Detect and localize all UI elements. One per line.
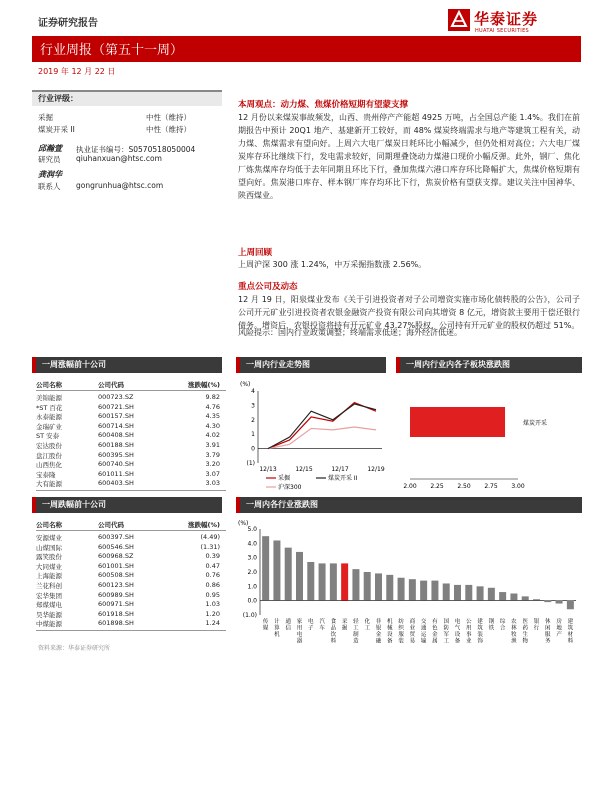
y-tick-label: 0.0 <box>247 597 257 605</box>
category-label: 农林牧渔 <box>511 619 517 645</box>
company-name: 山煤国际 <box>36 543 62 552</box>
bar <box>375 573 382 600</box>
company-name: 宏达股份 <box>36 442 62 450</box>
y-tick-label: 0 <box>251 445 255 453</box>
company-name: 大有能源 <box>36 480 62 489</box>
category-label: 商业贸易 <box>409 619 416 645</box>
table-rule <box>36 530 226 531</box>
report-title: 行业周报（第五十一周） <box>40 43 184 58</box>
company-name: 中煤能源 <box>36 620 62 629</box>
brand-name-en: HUATAI SECURITIES <box>475 28 529 34</box>
company-code: 600123.SH <box>98 581 134 589</box>
x-tick-label: 2.00 <box>403 483 417 490</box>
table-rule <box>36 490 226 491</box>
view-heading: 本周观点：动力煤、焦煤价格短期有望蒙支撑 <box>238 100 409 110</box>
category-label: 银行 <box>533 619 540 632</box>
rating-row <box>38 112 222 123</box>
rating-sector: 采掘 <box>38 113 53 122</box>
category-label: 建筑材料 <box>567 619 574 645</box>
rating-row <box>38 124 222 135</box>
x-tick-label: 12/13 <box>259 466 277 473</box>
news-heading: 重点公司及动态 <box>238 282 298 292</box>
category-label: 电子 <box>308 619 314 632</box>
change-pct: 1.20 <box>205 609 220 618</box>
category-label: 有色金属 <box>432 619 438 645</box>
bar <box>477 586 484 600</box>
category-label: 化工 <box>364 619 370 632</box>
title-bar <box>32 36 581 62</box>
company-code: 600546.SH <box>98 542 134 551</box>
subsector-chart <box>396 377 582 492</box>
industry-chart-title: 一周内各行业涨跌图 <box>246 500 318 509</box>
company-code: 600968.SZ <box>98 552 134 561</box>
company-code: 601898.SH <box>98 619 134 628</box>
bar <box>544 601 551 602</box>
category-label: 汽车 <box>319 619 325 632</box>
contact-email[interactable]: gongrunhua@htsc.com <box>76 181 164 190</box>
bar <box>488 588 495 601</box>
x-tick-label: 2.25 <box>430 483 444 490</box>
x-tick-label: 12/15 <box>295 466 313 473</box>
bar <box>273 540 280 600</box>
x-tick-label: 2.50 <box>457 483 471 490</box>
table-rule <box>36 630 226 631</box>
analyst-name: 邱瀚萱 执业证书编号：S0570518050004 <box>38 144 196 154</box>
bar <box>510 594 517 601</box>
rating-header <box>32 90 222 106</box>
company-code: 600740.SH <box>98 460 134 469</box>
brand-logo <box>448 8 578 38</box>
company-name: 宝泰隆 <box>36 470 56 479</box>
company-code: 600989.SH <box>98 590 134 599</box>
y-tick-label: 2.0 <box>247 569 257 576</box>
company-name: 永泰能源 <box>36 413 62 422</box>
category-label: 综合 <box>499 619 506 632</box>
y-tick-label: (1.0) <box>242 612 257 619</box>
change-pct: 0.95 <box>205 590 220 599</box>
contact-title: 联系人 gongrunhua@htsc.com <box>38 181 164 191</box>
y-tick-label: 3.0 <box>247 554 257 562</box>
category-label: 钢铁 <box>488 619 495 632</box>
x-tick-label: 12/19 <box>367 466 385 473</box>
company-code: 600403.SH <box>98 479 134 488</box>
gainers-header <box>32 357 222 373</box>
y-tick-label: 4 <box>251 388 255 395</box>
y-tick-label: 4.0 <box>247 540 257 548</box>
rating-value: 中性（维持） <box>146 113 191 122</box>
rating-sector: 煤炭开采 II <box>38 125 75 134</box>
review-heading: 上周回顾 <box>238 248 273 258</box>
category-label: 建筑装饰 <box>477 619 483 645</box>
category-label: 采掘 <box>341 619 348 632</box>
category-label: 家用电器 <box>296 619 303 645</box>
series-line <box>268 403 376 449</box>
category-label: 房地产 <box>556 619 562 638</box>
company-code: 600508.SH <box>98 571 134 580</box>
change-pct: 3.07 <box>205 469 220 478</box>
company-name: 昊华能源 <box>36 610 62 619</box>
change-pct: 4.30 <box>205 421 220 430</box>
trend-chart-title: 一周内行业走势图 <box>246 360 310 369</box>
company-name: 上海能源 <box>36 572 62 581</box>
category-label: 国防军工 <box>443 619 449 645</box>
y-tick-label: 3 <box>251 402 255 410</box>
bar <box>409 579 416 601</box>
category-label: 食品饮料 <box>330 619 337 645</box>
category-label: 医药生物 <box>522 619 528 645</box>
company-name: 山西焦化 <box>36 461 62 470</box>
bar <box>454 585 461 601</box>
column-header: 公司代码 <box>98 521 124 529</box>
company-code: 600397.SH <box>98 533 134 541</box>
brand-name-cn: 华泰证券 <box>474 10 539 28</box>
risk-note: 风险提示：国内行业政策调整；终端需求低迷；海外经济低迷。 <box>238 328 462 337</box>
contact-name: 龚润华 <box>38 170 62 179</box>
company-code: 601011.SH <box>98 469 134 478</box>
company-name: ST 安泰 <box>36 432 60 441</box>
x-tick-label: 12/17 <box>331 466 349 473</box>
bar <box>443 583 450 600</box>
report-date: 2019 年 12 月 22 日 <box>38 67 116 76</box>
company-code: 600971.SH <box>98 600 134 609</box>
trend-chart <box>236 377 388 492</box>
y-tick-label: 2 <box>251 416 255 424</box>
company-code: 601918.SH <box>98 609 134 618</box>
table-rule <box>36 390 226 391</box>
rating-value: 中性（维持） <box>146 125 191 134</box>
change-pct: 3.20 <box>205 460 220 469</box>
change-pct: (1.31) <box>200 542 220 551</box>
category-label: 交通运输 <box>420 619 427 645</box>
bar <box>319 563 326 600</box>
bar <box>330 563 337 600</box>
change-pct: (4.49) <box>200 533 220 541</box>
change-pct: 0.39 <box>205 552 220 561</box>
category-label: 计算机 <box>274 619 280 638</box>
analyst-title: 研究员 qiuhanxuan@htsc.com <box>38 154 162 164</box>
category-label: 电气设备 <box>454 619 461 645</box>
bar <box>420 581 427 601</box>
x-tick-label: 3.00 <box>511 483 525 490</box>
category-label: 休闲服务 <box>545 619 551 645</box>
bar <box>499 592 506 601</box>
analyst-cert: 执业证书编号：S0570518050004 <box>76 145 196 154</box>
category-label: 纺织服装 <box>398 619 404 645</box>
category-label: 煤炭开采 <box>523 420 548 427</box>
y-tick-label: 5.0 <box>247 526 257 533</box>
company-name: *ST 百花 <box>36 403 63 412</box>
legend-label: 采掘 <box>278 475 291 482</box>
bar <box>431 581 438 601</box>
bar <box>386 575 393 601</box>
y-tick-label: 1.0 <box>247 583 257 591</box>
change-pct: 0.76 <box>205 571 220 580</box>
bar <box>262 536 269 601</box>
y-axis-label: (%) <box>240 381 251 388</box>
column-header: 公司名称 <box>36 521 62 529</box>
change-pct: 4.76 <box>205 402 220 411</box>
bar <box>410 407 505 437</box>
change-pct: 3.79 <box>205 450 220 459</box>
change-pct: 3.03 <box>205 479 220 488</box>
x-tick-label: 2.75 <box>484 483 498 490</box>
bar <box>364 572 371 601</box>
bar <box>465 585 472 601</box>
company-code: 600408.SH <box>98 431 134 440</box>
company-name: 兰花科创 <box>36 582 62 590</box>
change-pct: 4.02 <box>205 431 220 440</box>
category-label: 非银金融 <box>375 619 382 645</box>
company-code: 601001.SH <box>98 561 134 570</box>
company-name: 金瑞矿业 <box>36 422 62 431</box>
category-label: 轻工制造 <box>353 619 359 645</box>
change-pct: 4.35 <box>205 412 220 421</box>
company-code: 600721.SH <box>98 402 134 411</box>
bar <box>296 552 303 601</box>
category-label: 公用事业 <box>466 619 472 645</box>
series-line <box>268 427 376 449</box>
bar <box>567 601 574 610</box>
change-pct: 0.47 <box>205 561 220 570</box>
change-pct: 1.03 <box>205 600 220 609</box>
category-label: 传媒 <box>262 619 269 632</box>
category-label: 机械设备 <box>387 619 393 645</box>
company-code: 600395.SH <box>98 450 134 459</box>
bar <box>352 569 359 601</box>
company-code: 600157.SH <box>98 412 134 421</box>
source-note: 资料来源：华泰证券研究所 <box>38 645 111 652</box>
bar <box>556 601 563 604</box>
category-label: 通信 <box>285 619 291 632</box>
losers-heading: 一周跌幅前十公司 <box>42 500 106 509</box>
view-body: 12 月份以来煤炭事故频发，山西、贵州停产产能超 4925 万吨，占全国总产能 1.4%。我们在前期报告中预计 20Q1 地产、基建新开工较好，而 48% 煤炭终端需求与地产等建筑工程有关，动力煤、焦煤需求有望向好。上周六大电厂煤炭日耗环比小幅减少，但仍处相对高位；六大电厂煤炭库存环比继续下行，发电需求较好，同期理叠饶动力煤港口现价小幅反弹。此外，钢厂、焦化厂炼焦煤库存均低于去年同期且环比下行，叠加焦煤六港口库存环比降幅扩大，焦煤价格短期有望向好。焦炭港口库存、样本钢厂库存均环比下行，焦炭价格有望获支撑。建议关注中国神华、陕西煤业。 <box>238 113 580 200</box>
subsector-chart-header <box>396 357 582 373</box>
bar <box>398 578 405 601</box>
company-code: 600188.SH <box>98 441 134 449</box>
company-name: 美锦能源 <box>36 394 62 402</box>
company-name: 露笑股份 <box>36 553 62 562</box>
company-code: 600714.SH <box>98 421 134 430</box>
change-pct: 9.82 <box>205 393 220 401</box>
huatai-logo-icon <box>448 9 470 31</box>
legend-label: 沪深300 <box>278 484 302 491</box>
y-tick-label: 1 <box>251 431 255 439</box>
change-pct: 0.86 <box>205 581 220 589</box>
y-axis-label: (%) <box>238 520 249 527</box>
company-name: 宏华集团 <box>36 591 62 600</box>
company-name: 大同煤业 <box>36 562 62 571</box>
industry-chart-header <box>236 497 582 513</box>
analyst-email[interactable]: qiuhanxuan@htsc.com <box>76 154 162 163</box>
bar <box>307 562 314 601</box>
company-code: 000723.SZ <box>98 393 134 401</box>
bar <box>533 599 540 600</box>
document-type-label: 证券研究报告 <box>38 18 98 29</box>
column-header: 涨跌幅(%) <box>188 381 220 389</box>
losers-header <box>32 497 222 513</box>
rating-heading: 行业评级： <box>38 94 78 103</box>
change-pct: 3.91 <box>205 441 220 449</box>
column-header: 公司名称 <box>36 381 62 389</box>
legend-label: 煤炭开采 II <box>328 475 358 482</box>
trend-chart-header <box>236 357 386 373</box>
company-name: 郑煤煤电 <box>36 601 62 610</box>
change-pct: 1.24 <box>205 619 220 628</box>
company-name: 盘江股份 <box>36 451 62 460</box>
column-header: 公司代码 <box>98 381 124 389</box>
subsector-chart-title: 一周内行业内各子板块涨跌图 <box>406 360 510 369</box>
column-header: 涨跌幅(%) <box>188 521 220 529</box>
bar <box>285 548 292 601</box>
review-body: 上周沪深 300 涨 1.24%，中万采掘指数涨 2.56%。 <box>238 260 427 269</box>
company-name: 安源煤业 <box>36 534 62 542</box>
gainers-heading: 一周涨幅前十公司 <box>42 360 106 369</box>
bar <box>522 596 529 600</box>
bar <box>341 563 348 600</box>
news-body: 12 月 19 日，阳泉煤业发布《关于引进投资者对子公司增资实施市场化债转股的公告》，公司子公司开元矿业引进投资者农银金融资产投资有限公司向其增资 8 亿元，增资款主要用于偿还银行债务。增资后，农银投资将持有开元矿业 43.27%股权，公司持有开元矿业的股权仍超过 51%。 <box>238 295 580 330</box>
y-tick-label: (1) <box>246 460 255 467</box>
industry-chart <box>236 517 582 677</box>
